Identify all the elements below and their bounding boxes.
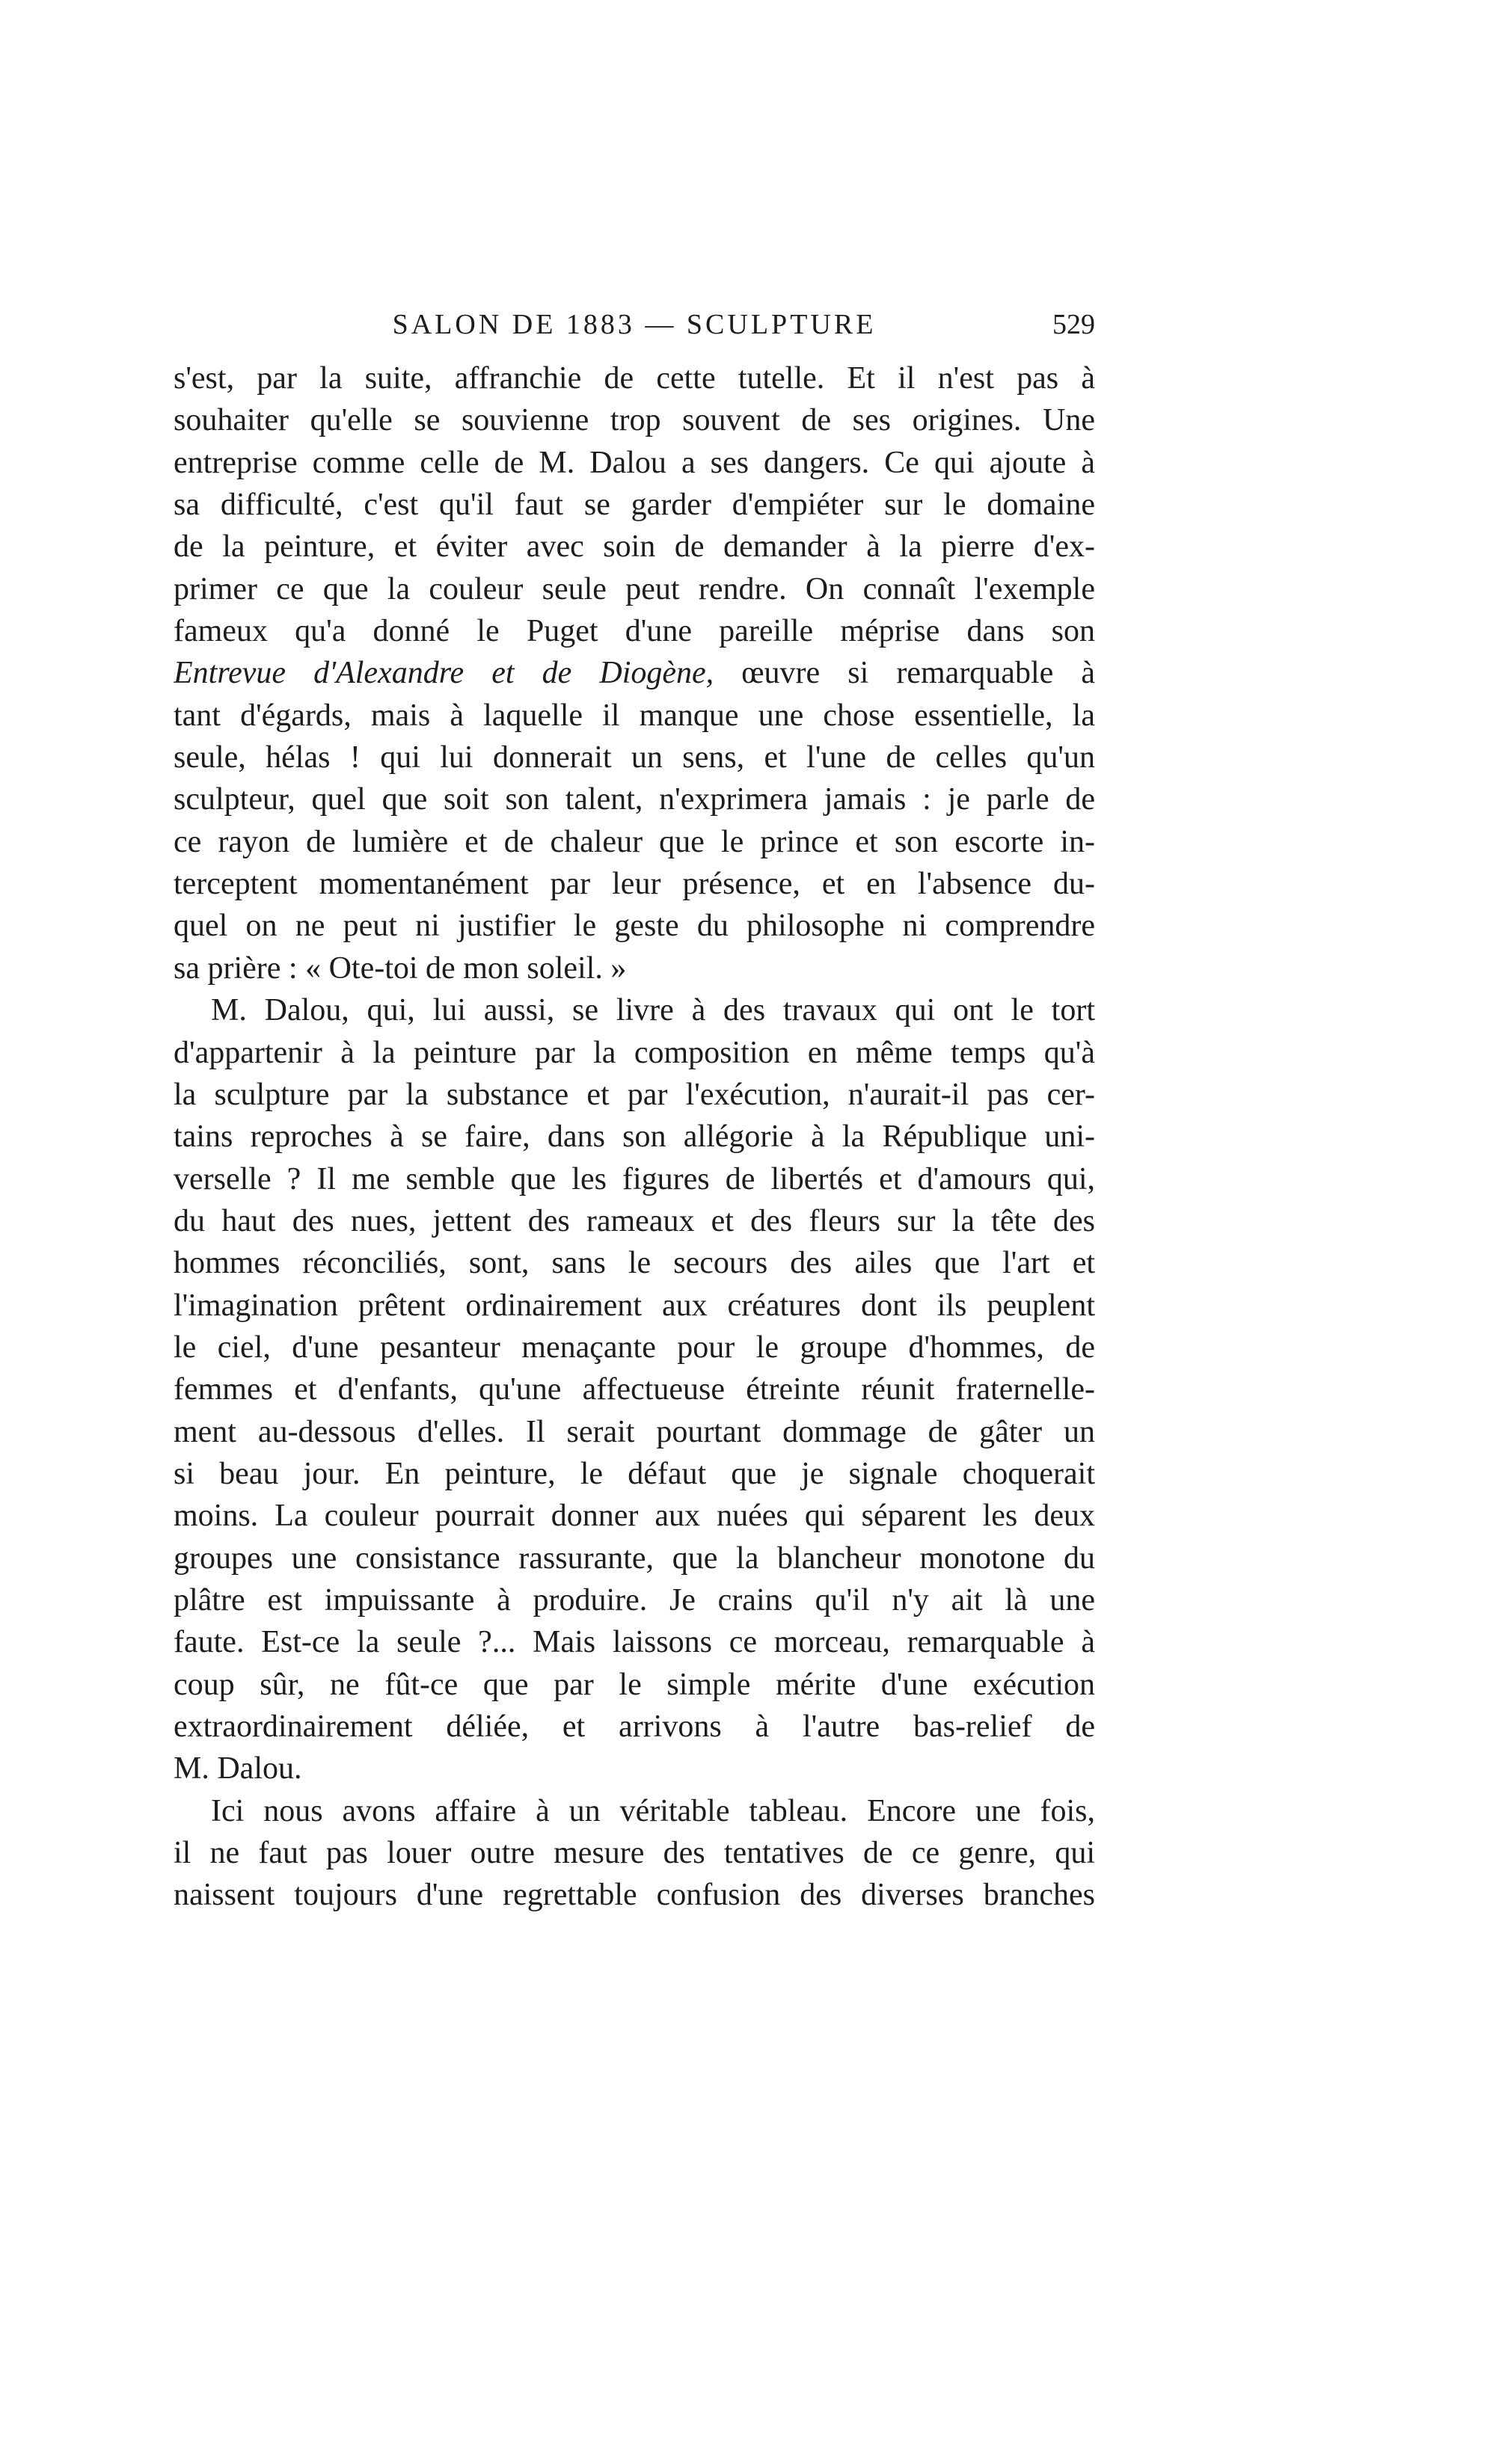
text-line-22: hommes réconciliés, sont, sans le secours des ailes que l'art et (174, 1246, 1095, 1281)
text-line-12: ce rayon de lumière et de chaleur que le prince et son escorte in- (174, 824, 1095, 859)
text-line-35: Ici nous avons affaire à un véritable tableau. Encore une fois, (211, 1793, 1095, 1828)
text-line-16: M. Dalou, qui, lui aussi, se livre à des travaux qui ont le tort (211, 993, 1095, 1028)
page-number: 529 (1052, 309, 1095, 340)
text-line-24: le ciel, d'une pesanteur menaçante pour le groupe d'hommes, de (174, 1330, 1095, 1365)
text-line-6: primer ce que la couleur seule peut rendre. On connaît l'exemple (174, 571, 1095, 606)
text-line-31: faute. Est-ce la seule ?... Mais laissons ce morceau, remarquable à (174, 1625, 1095, 1660)
text-line-7: fameux qu'a donné le Puget d'une pareille méprise dans son (174, 614, 1095, 649)
text-line-21: du haut des nues, jettent des rameaux et des fleurs sur la tête des (174, 1203, 1095, 1238)
body-text (174, 357, 1095, 1917)
text-line-8 (174, 652, 1095, 694)
artwork-title: Entrevue d'Alexandre et de Diogène, (174, 656, 714, 691)
text-line-2: souhaiter qu'elle se souvienne trop souvent de ses origines. Une (174, 403, 1095, 438)
text-line-3: entreprise comme celle de M. Dalou a ses dangers. Ce qui ajoute à (174, 445, 1095, 480)
text-line-18: la sculpture par la substance et par l'exécution, n'aurait-il pas cer- (174, 1077, 1095, 1112)
text-line-34: M. Dalou. (174, 1751, 302, 1786)
text-line-20: verselle ? Il me semble que les figures de libertés et d'amours qui, (174, 1161, 1095, 1196)
text-line-17: d'appartenir à la peinture par la composition en même temps qu'à (174, 1035, 1095, 1070)
text-line-8-rest: œuvre si remarquable à (714, 656, 1095, 691)
text-line-32: coup sûr, ne fût-ce que par le simple mérite d'une exécution (174, 1667, 1095, 1702)
text-line-33: extraordinairement déliée, et arrivons à l'autre bas-relief de (174, 1709, 1095, 1744)
text-line-9: tant d'égards, mais à laquelle il manque une chose essentielle, la (174, 698, 1095, 733)
text-line-1: s'est, par la suite, affranchie de cette tutelle. Et il n'est pas à (174, 361, 1095, 396)
text-line-36: il ne faut pas louer outre mesure des tentatives de ce genre, qui (174, 1836, 1095, 1871)
text-line-30: plâtre est impuissante à produire. Je crains qu'il n'y ait là une (174, 1582, 1095, 1617)
text-line-19: tains reproches à se faire, dans son allégorie à la République uni- (174, 1119, 1095, 1155)
text-line-25: femmes et d'enfants, qu'une affectueuse étreinte réunit fraternelle- (174, 1372, 1095, 1407)
text-line-15: sa prière : « Ote-toi de mon soleil. » (174, 950, 627, 986)
text-line-37: naissent toujours d'une regrettable confusion des diverses branches (174, 1878, 1095, 1913)
text-line-4: sa difficulté, c'est qu'il faut se garder d'empiéter sur le domaine (174, 488, 1095, 523)
running-title: SALON DE 1883 — SCULPTURE (392, 309, 877, 340)
text-line-23: l'imagination prêtent ordinairement aux créatures dont ils peuplent (174, 1288, 1095, 1323)
text-line-26: ment au-dessous d'elles. Il serait pourtant dommage de gâter un (174, 1414, 1095, 1449)
text-line-27: si beau jour. En peinture, le défaut que je signale choquerait (174, 1456, 1095, 1491)
text-line-29: groupes une consistance rassurante, que la blancheur monotone du (174, 1540, 1095, 1576)
text-line-10: seule, hélas ! qui lui donnerait un sens, et l'une de celles qu'un (174, 740, 1095, 775)
running-head (174, 302, 1095, 347)
text-line-28: moins. La couleur pourrait donner aux nuées qui séparent les deux (174, 1499, 1095, 1534)
text-line-11: sculpteur, quel que soit son talent, n'exprimera jamais : je parle de (174, 782, 1095, 817)
text-line-13: terceptent momentanément par leur présence, et en l'absence du- (174, 867, 1095, 902)
text-line-5: de la peinture, et éviter avec soin de demander à la pierre d'ex- (174, 529, 1095, 565)
text-line-14: quel on ne peut ni justifier le geste du philosophe ni comprendre (174, 909, 1095, 944)
